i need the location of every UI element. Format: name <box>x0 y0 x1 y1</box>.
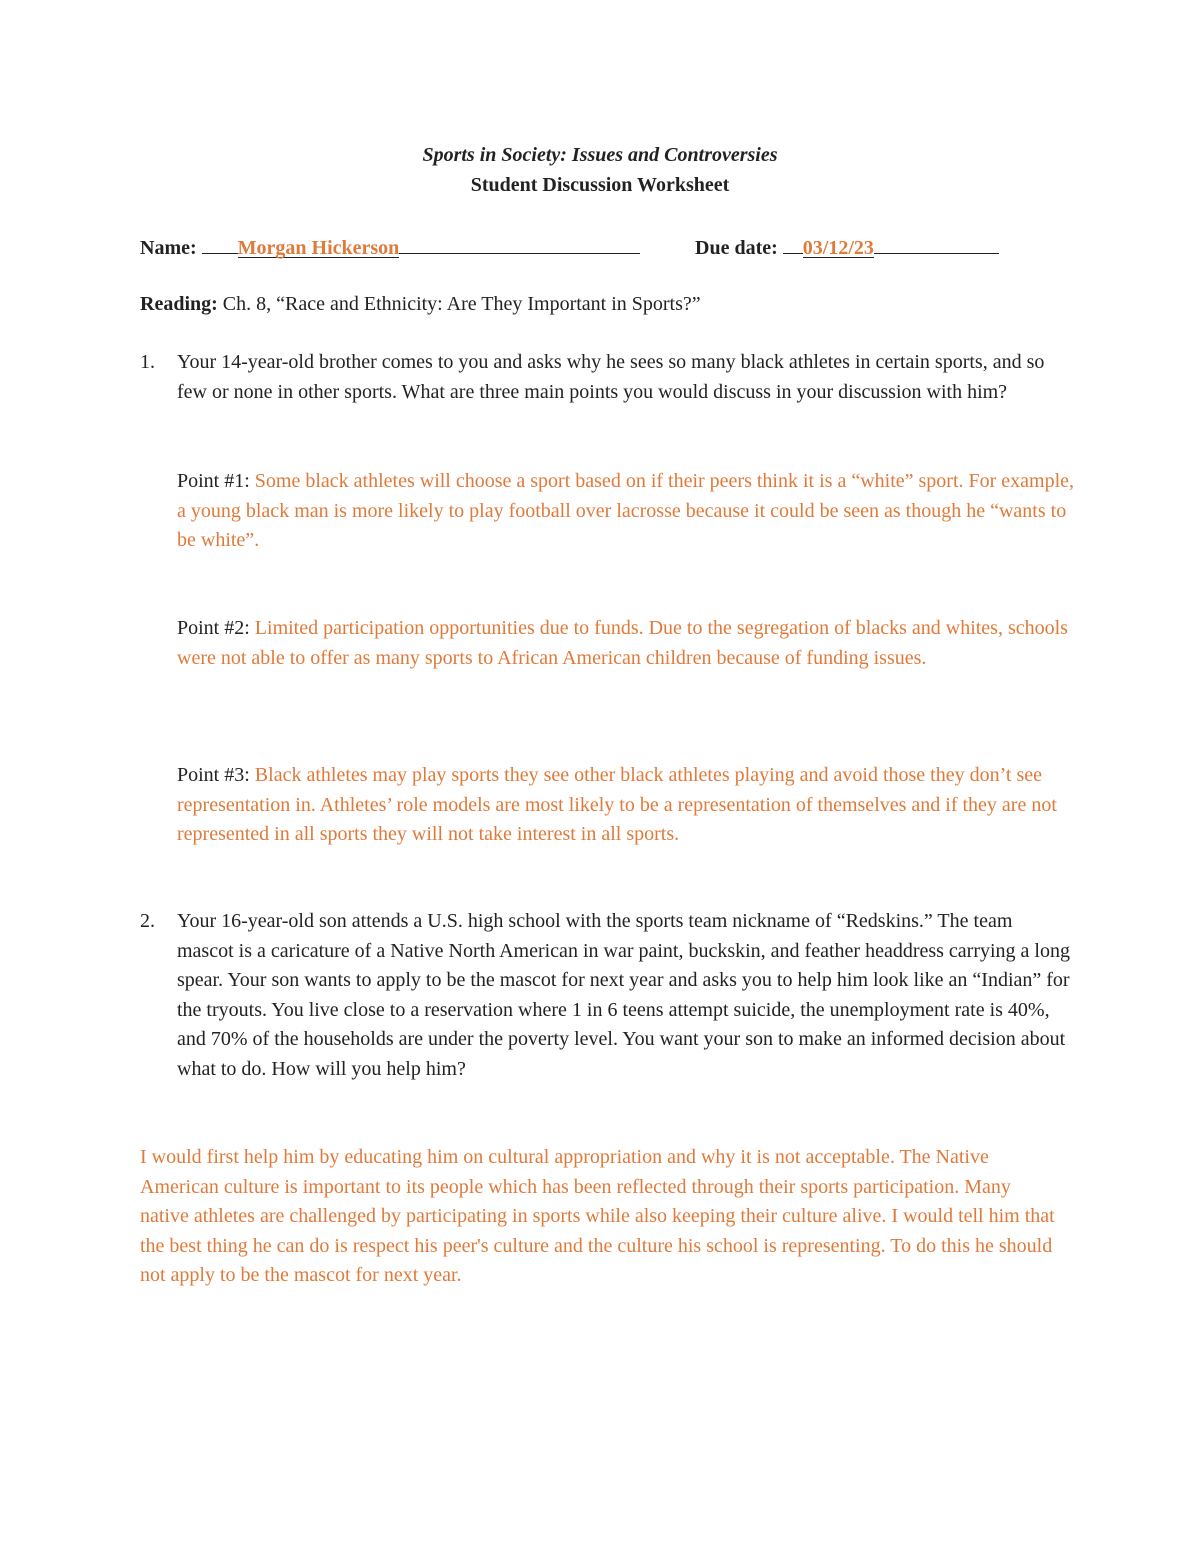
question-text: Your 16-year-old son attends a U.S. high school with the sports team nickname of “Redskins.” The team mascot is a caricature of a Native North American in war paint, buckskin, and feather headdress carrying a long spear. Your son wants to apply to be the mascot for next year and asks you to help him look like an “Indian” for the tryouts. You live close to a reservation where 1 in 6 teens attempt suicide, the unemployment rate is 40%, and 70% of the households are under the poverty level. You want your son to make an informed decision about what to do. How will you help him? <box>177 910 1070 1080</box>
point-label: Point #3: <box>177 764 250 786</box>
due-date-field <box>695 233 999 260</box>
name-underline-lead <box>202 233 238 254</box>
reading-label: Reading: <box>140 293 218 315</box>
question-text: Your 14-year-old brother comes to you and asks why he sees so many black athletes in certain sports, and so few or none in other sports. What are three main points you would discuss in your discussion with him? <box>177 351 1045 403</box>
document-title: Sports in Society: Issues and Controversies <box>422 144 778 166</box>
point-1 <box>177 467 1077 556</box>
due-date-value: 03/12/23 <box>802 237 874 259</box>
point-answer: Black athletes may play sports they see other black athletes playing and avoid those they don’t see representation in. Athletes’ role models are most likely to be a representation of themselves and if they are not represented in all sports they will not take interest in all sports. <box>177 764 1057 845</box>
point-answer: Limited participation opportunities due to funds. Due to the segregation of blacks and whites, schools were not able to offer as many sports to African American children because of funding issues. <box>177 617 1068 669</box>
name-value: Morgan Hickerson <box>237 237 400 259</box>
question-number: 2. <box>140 910 155 932</box>
reading-text: Ch. 8, “Race and Ethnicity: Are They Important in Sports?” <box>222 293 701 315</box>
document-subtitle: Student Discussion Worksheet <box>470 174 730 196</box>
name-label: Name: <box>140 237 197 259</box>
point-label: Point #1: <box>177 470 250 492</box>
point-label: Point #2: <box>177 617 250 639</box>
due-underline-tail <box>874 233 999 254</box>
question-2-answer: I would first help him by educating him on cultural appropriation and why it is not acceptable. The Native American culture is important to its people which has been reflected through their sports participation. Many native athletes are challenged by participating in sports while also keeping their culture alive. I would tell him that the best thing he can do is respect his peer's culture and the culture his school is representing. To do this he should not apply to be the mascot for next year. <box>140 1146 1055 1286</box>
due-underline-lead <box>783 233 803 254</box>
point-3 <box>177 761 1077 850</box>
name-field <box>140 233 640 260</box>
reading-line <box>140 293 701 316</box>
due-date-label: Due date: <box>695 237 778 259</box>
point-answer: Some black athletes will choose a sport based on if their peers think it is a “white” sport. For example, a young black man is more likely to play football over lacrosse because it could be seen as though he “wants to be white”. <box>177 470 1075 551</box>
question-number: 1. <box>140 351 155 373</box>
name-underline-tail <box>399 233 640 254</box>
point-2 <box>177 614 1077 673</box>
